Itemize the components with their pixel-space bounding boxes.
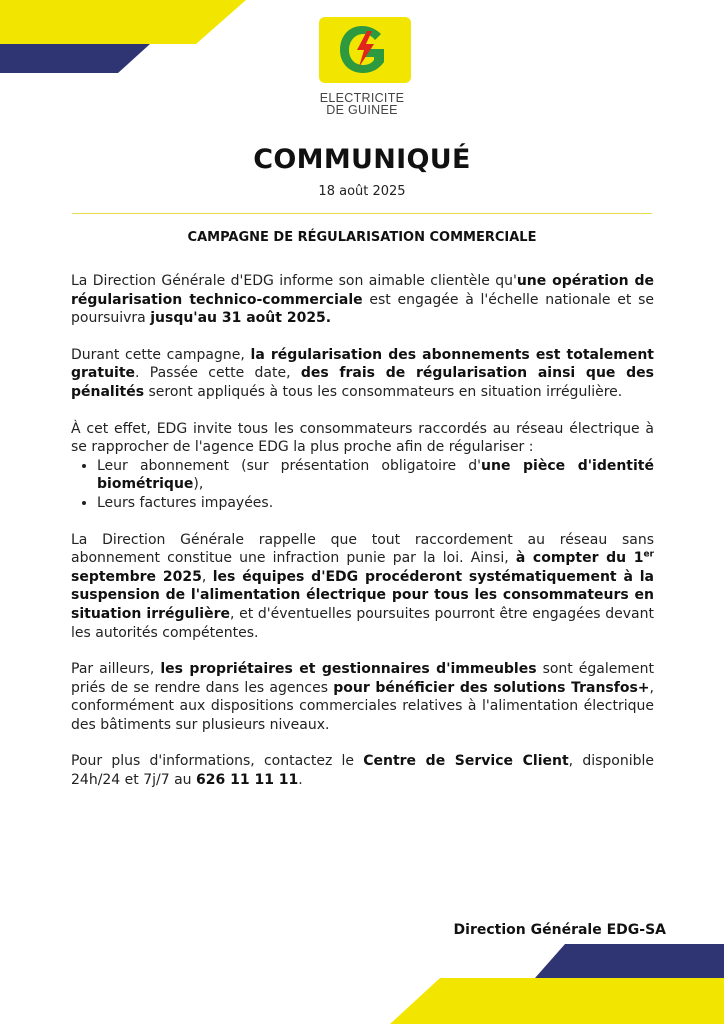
organization-name (300, 92, 424, 116)
text: Par ailleurs, (71, 661, 161, 678)
bold-text: des frais de régularisation ainsi que des pénalités (71, 365, 654, 400)
paragraph-legal-warning (71, 531, 654, 643)
paragraph-building-owners (71, 660, 654, 734)
bold-text: les équipes d'EDG procéderont systématiquement à la suspension de l'alimentation électrique pour tous les consommateurs en situation irrégulière (71, 568, 654, 622)
paragraph-campaign-announcement (71, 272, 654, 328)
organization-name-line2: DE GUINEE (326, 103, 398, 117)
list-item (97, 457, 654, 494)
bold-text: jusqu'au 31 août 2025. (150, 310, 332, 327)
text: septembre 2025 (71, 568, 202, 585)
page-title: COMMUNIQUÉ (253, 144, 471, 175)
paragraph-invitation: À cet effet, EDG invite tous les consommateurs raccordés au réseau électrique à se rapprocher de l'agence EDG la plus proche afin de régulariser : (71, 420, 654, 456)
bold-text: les propriétaires et gestionnaires d'immeubles (160, 661, 537, 678)
text: La Direction Générale rappelle que tout raccordement au réseau sans abonnement constitue une infraction punie par la loi. Ainsi, (71, 531, 654, 567)
logo-g-icon (319, 17, 411, 83)
bold-text: une pièce d'identité biométrique (97, 457, 654, 493)
edg-logo (319, 17, 411, 83)
text: , disponible 24h/24 et 7j/7 au (71, 753, 654, 789)
text: sont également priés de se rendre dans les agences (71, 661, 654, 696)
organization-name-line1: ELECTRICITE (319, 91, 405, 105)
text: . Passée cette date, (135, 365, 301, 382)
text: Leur abonnement (sur présentation obligatoire d' (97, 457, 482, 474)
text: La Direction Générale d'EDG informe son aimable clientèle qu' (71, 273, 517, 289)
communique-subtitle: CAMPAGNE DE RÉGULARISATION COMMERCIALE (187, 230, 537, 245)
paragraph-free-regularisation (71, 346, 654, 402)
bold-text: une opération de régularisation technico-commerciale (71, 273, 654, 308)
bold-text: pour bénéficier des solutions Transfos+ (333, 679, 650, 696)
phone-number: 626 11 11 11 (196, 772, 299, 789)
text: , et d'éventuelles poursuites pourront être engagées devant les autorités compétentes. (71, 605, 654, 641)
text: à compter du 1 (515, 550, 644, 567)
text: Pour plus d'informations, contactez le (71, 753, 364, 770)
bold-text: la régularisation des abonnements est totalement gratuite (71, 346, 654, 382)
text: est engagée à l'échelle nationale et se poursuivra (71, 291, 654, 327)
text: seront appliqués à tous les consommateurs en situation irrégulière. (144, 383, 623, 400)
paragraph-contact (71, 752, 654, 789)
list-item: • Leurs factures impayées. (97, 494, 654, 513)
text: , (201, 568, 213, 585)
text: . (298, 772, 303, 789)
communique-date: 18 août 2025 (318, 184, 406, 199)
divider (72, 213, 652, 214)
text: ), (193, 476, 204, 493)
bottom-right-corner-decoration (370, 944, 724, 1024)
superscript: er (643, 549, 654, 560)
communique-body (71, 272, 654, 808)
text: , conformément aux dispositions commerciales relatives à l'alimentation électrique des bâtiments sur plusieurs niveaux. (71, 679, 654, 733)
bold-text: Centre de Service Client (363, 753, 569, 770)
signature: Direction Générale EDG-SA (453, 922, 666, 938)
top-left-corner-decoration (0, 0, 250, 80)
text: Durant cette campagne, (71, 346, 251, 363)
requirements-list (71, 457, 654, 513)
